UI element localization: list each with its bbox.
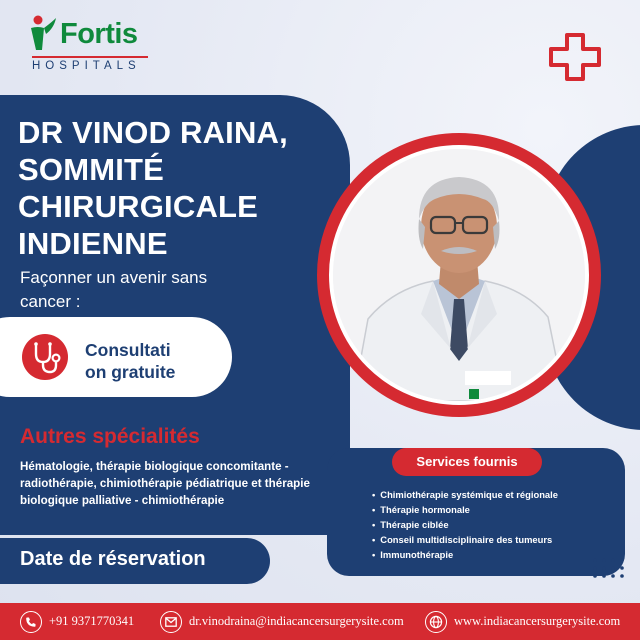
headline-line-3: CHIRURGICALE bbox=[18, 189, 259, 224]
services-title: Services fournis bbox=[392, 448, 542, 476]
doctor-headline bbox=[18, 114, 328, 262]
logo-subtitle: HOSPITALS bbox=[32, 56, 148, 72]
services-list bbox=[372, 487, 622, 562]
medical-cross-icon bbox=[547, 32, 603, 82]
service-item: • Immunothérapie bbox=[372, 547, 622, 562]
footer-website[interactable] bbox=[425, 603, 620, 640]
fortis-logo-icon bbox=[28, 14, 58, 52]
service-item: • Thérapie hormonale bbox=[372, 502, 622, 517]
headline-line-1: DR VINOD RAINA, bbox=[18, 115, 288, 150]
specialties-title: Autres spécialités bbox=[20, 425, 200, 448]
consultation-label[interactable] bbox=[85, 339, 195, 383]
footer-website-text: www.indiacancersurgerysite.com bbox=[454, 614, 621, 628]
service-item: • Conseil multidisciplinaire des tumeurs bbox=[372, 532, 622, 547]
globe-icon bbox=[425, 611, 447, 633]
consultation-label-line-2: on gratuite bbox=[85, 362, 176, 382]
service-item: • Thérapie ciblée bbox=[372, 517, 622, 532]
phone-icon bbox=[20, 611, 42, 633]
logo-name: Fortis bbox=[60, 18, 138, 50]
headline-line-4: INDIENNE bbox=[18, 226, 168, 261]
booking-label[interactable]: Date de réservation bbox=[20, 548, 206, 570]
mail-icon bbox=[160, 611, 182, 633]
service-item: • Chimiothérapie systémique et régionale bbox=[372, 487, 622, 502]
fortis-logo bbox=[28, 12, 148, 74]
tagline: Façonner un avenir sans cancer : bbox=[20, 268, 208, 311]
footer-email-text: dr.vinodraina@indiacancersurgerysite.com bbox=[189, 614, 404, 628]
stethoscope-icon bbox=[22, 334, 68, 380]
decorative-dots bbox=[590, 555, 630, 585]
footer-phone[interactable] bbox=[20, 603, 134, 640]
consultation-label-line-1: Consultati bbox=[85, 340, 171, 360]
specialties-text: Hématologie, thérapie biologique concomitante - radiothérapie, chimiothérapie pédiatrique et thérapie biologique palliative - chimiothérapie bbox=[20, 460, 310, 507]
footer-phone-text: +91 9371770341 bbox=[49, 614, 135, 628]
headline-line-2: SOMMITÉ bbox=[18, 152, 165, 187]
doctor-portrait bbox=[333, 149, 585, 401]
footer-email[interactable] bbox=[160, 603, 404, 640]
